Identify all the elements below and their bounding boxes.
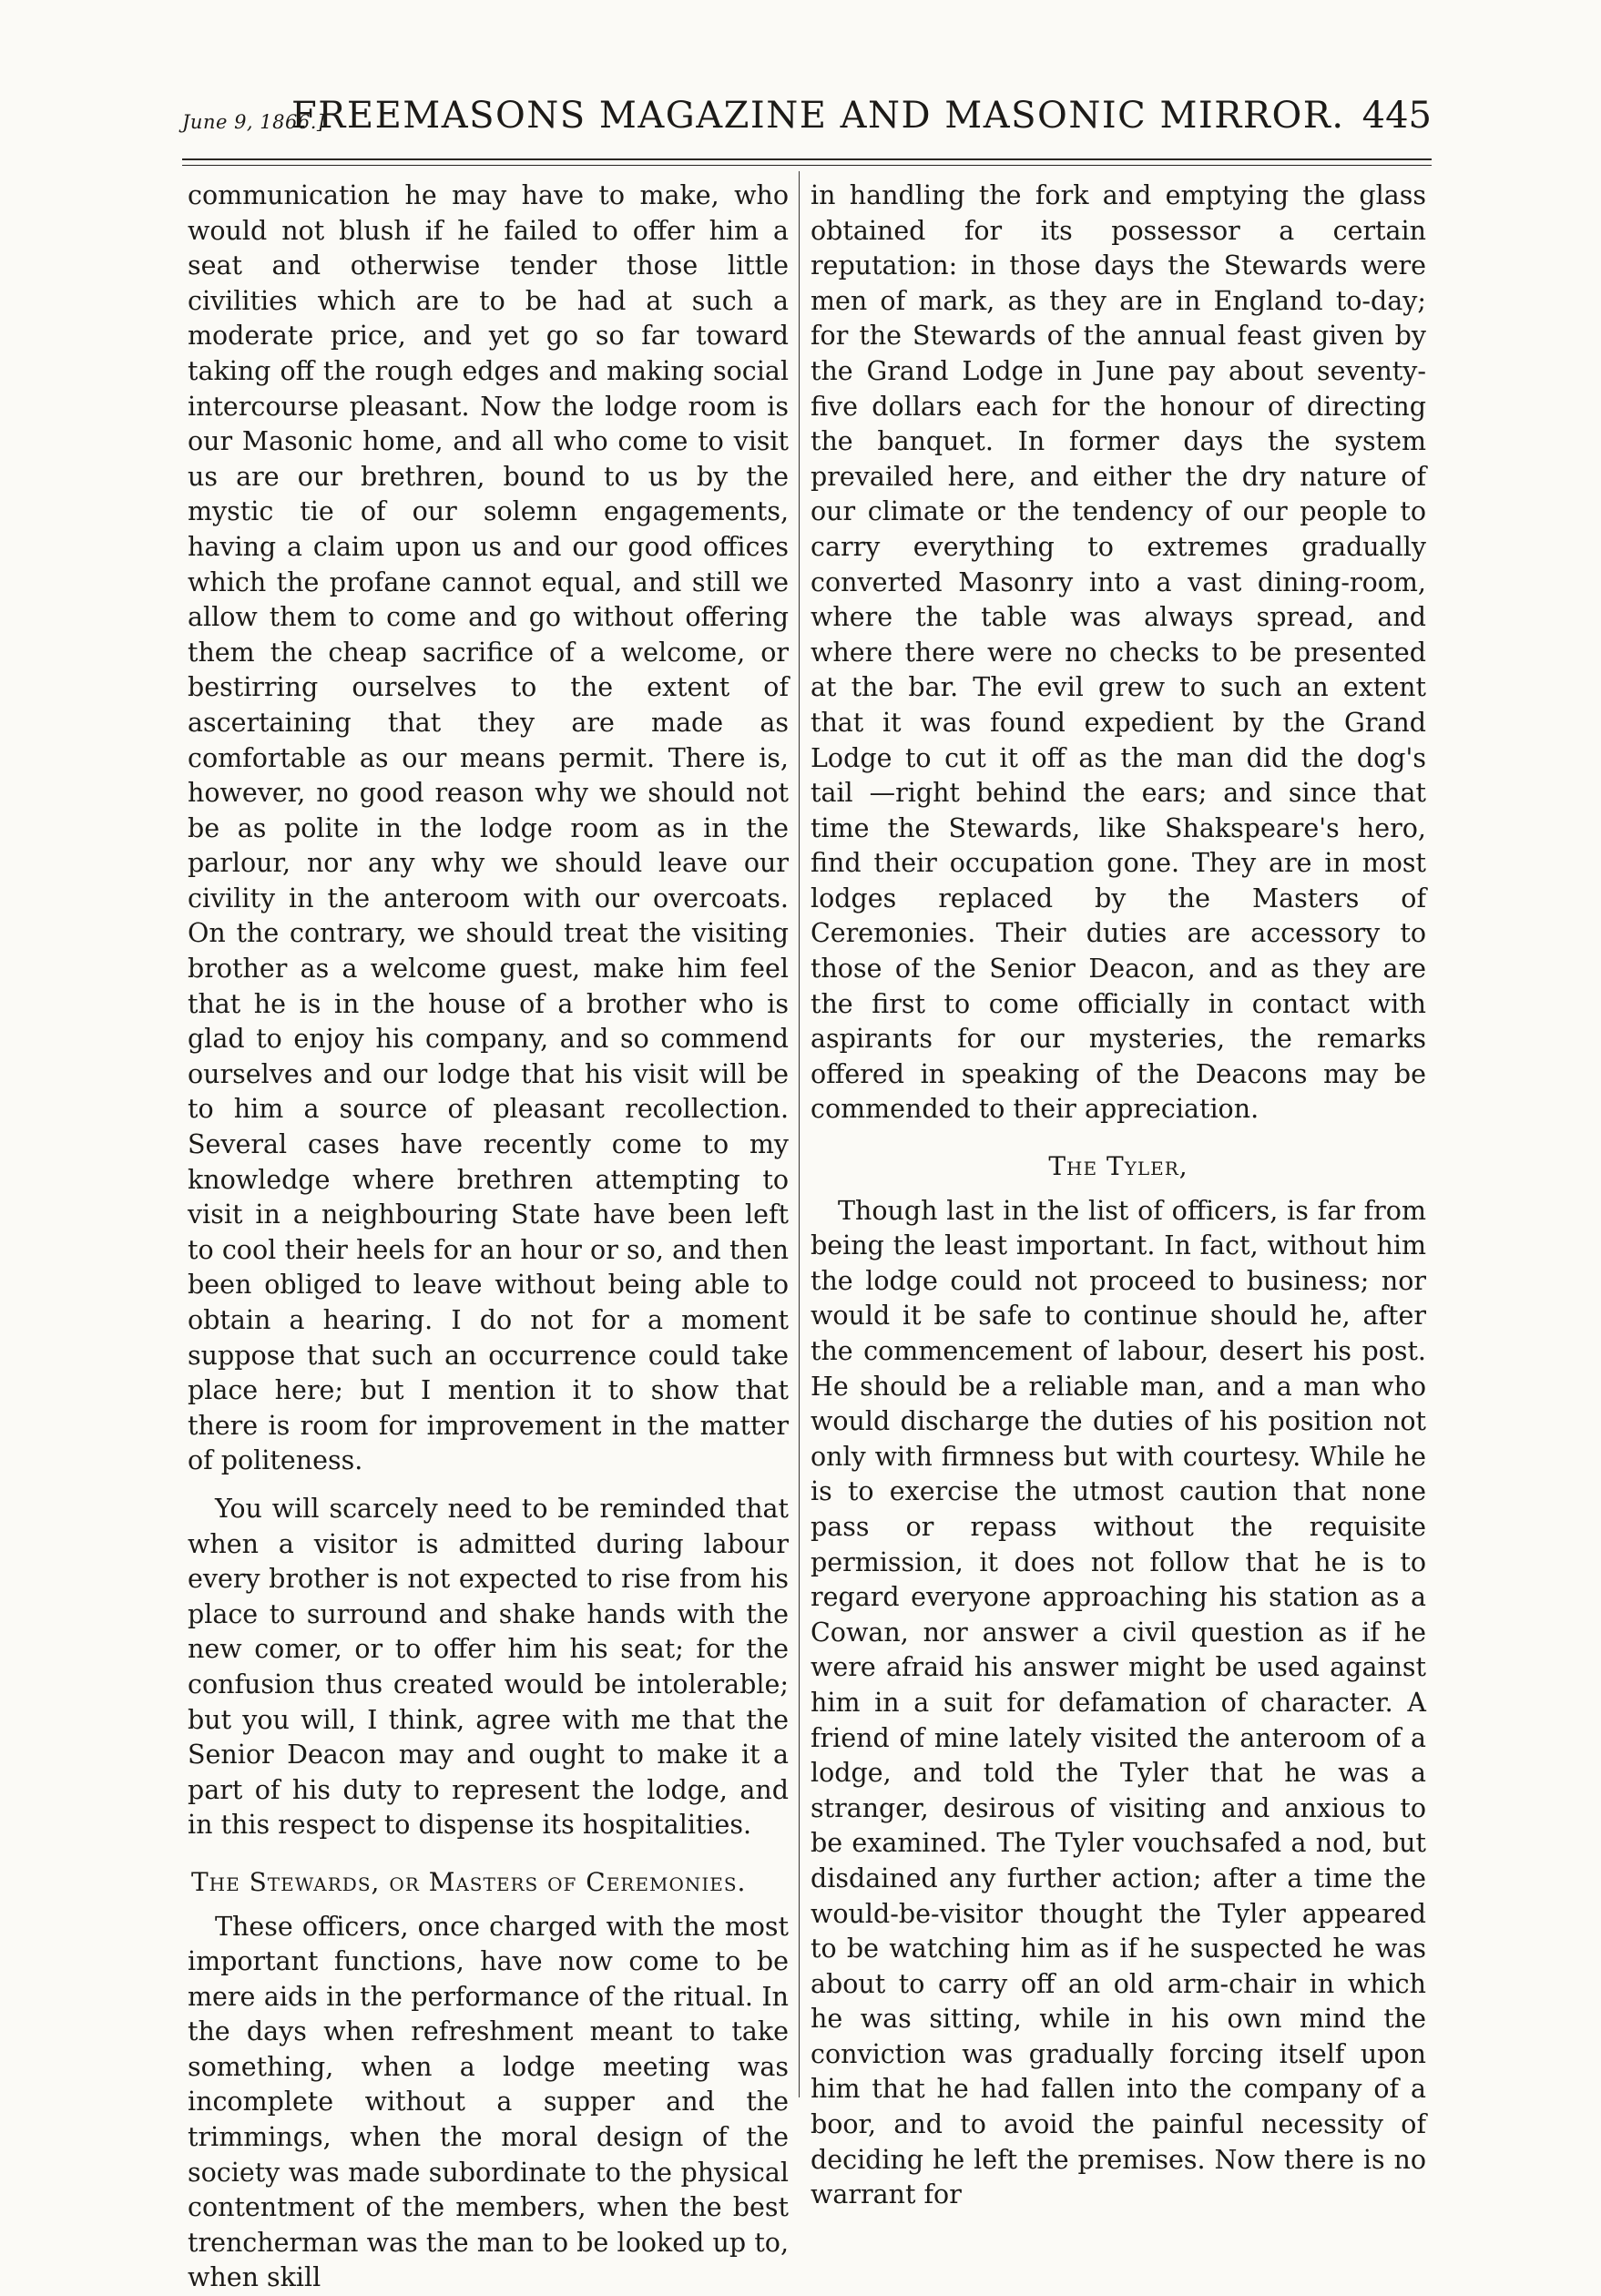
header-rule-thin bbox=[182, 165, 1432, 166]
left-paragraph-3: These officers, once charged with the most important functions, have now come to be mere aids in the performance of the ritual. In the days when refreshment meant to take something, when a lodge meeting was incomplete without a supper and the trimmings, when the moral design of the society was made subordinate to the physical contentment of the members, when the best trencherman was the man to be looked up to, when skill bbox=[188, 1910, 789, 2296]
right-paragraph-2: Though last in the list of officers, is far from being the least important. In fact, without him the lodge could not proceed to business; nor would it be safe to continue should he, after the commencement of labour, desert his post. He should be a reliable man, and a man who would discharge the duties of his position not only with firmness but with courtesy. While he is to exercise the utmost caution that none pass or repass without the requisite permission, it does not follow that he is to regard everyone approaching his station as a Cowan, nor answer a civil question as if he were afraid his answer might be used against him in a suit for defamation of character. A friend of mine lately visited the anteroom of a lodge, and told the Tyler that he was a stranger, desirous of visiting and anxious to be examined. The Tyler vouchsafed a nod, but disdained any further action; after a time the would-be-visitor thought the Tyler appeared to be watching him as if he suspected he was about to carry off an old arm-chair in which he was sitting, while in his own mind the conviction was gradually forcing itself upon him that he had fallen into the company of a boor, and to avoid the painful necessity of deciding he left the premises. Now there is no warrant for bbox=[811, 1194, 1426, 2213]
right-column bbox=[811, 179, 1426, 2100]
left-column bbox=[188, 179, 789, 2100]
header-rule-thick bbox=[182, 158, 1432, 160]
column-divider bbox=[799, 171, 800, 2097]
page-number: 445 bbox=[1362, 95, 1432, 137]
page-header bbox=[182, 95, 1432, 149]
left-paragraph-1: communication he may have to make, who would not blush if he failed to offer him a seat and otherwise tender those little civilities which are to be had at such a moderate price, and yet go so far toward taking off the rough edges and making social intercourse pleasant. Now the lodge room is our Masonic home, and all who come to visit us are our brethren, bound to us by the mystic tie of our solemn engagements, having a claim upon us and our good offices which the profane cannot equal, and still we allow them to come and go without offering them the cheap sacrifice of a welcome, or bestirring ourselves to the extent of ascertaining that they are made as comfortable as our means permit. There is, however, no good reason why we should not be as polite in the lodge room as in the parlour, nor any why we should leave our civility in the anteroom with our overcoats. On the contrary, we should treat the visiting brother as a welcome guest, make him feel that he is in the house of a brother who is glad to enjoy his company, and so commend ourselves and our lodge that his visit will be to him a source of pleasant recollection. Several cases have recently come to my knowledge where brethren attempting to visit in a neighbouring State have been left to cool their heels for an hour or so, and then been obliged to leave without being able to obtain a hearing. I do not for a moment suppose that such an occurrence could take place here; but I mention it to show that there is room for improvement in the matter of politeness. bbox=[188, 179, 789, 1479]
section-heading-tyler: The Tyler, bbox=[811, 1149, 1426, 1185]
publication-title: FREEMASONS MAGAZINE AND MASONIC MIRROR. bbox=[291, 95, 1341, 137]
left-paragraph-2: You will scarcely need to be reminded that when a visitor is admitted during labour every brother is not expected to rise from his place to surround and shake hands with the new comer, or to offer him his seat; for the confusion thus created would be intolerable; but you will, I think, agree with me that the Senior Deacon may and ought to make it a part of his duty to represent the lodge, and in this respect to dispense its hospitalities. bbox=[188, 1492, 789, 1843]
right-paragraph-1: in handling the fork and emptying the glass obtained for its possessor a certain reputation: in those days the Stewards were men of mark, as they are in England to-day; for the Stewards of the annual feast given by the Grand Lodge in June pay about seventy-five dollars each for the honour of directing the banquet. In former days the system prevailed here, and either the dry nature of our climate or the tendency of our people to carry everything to extremes gradually converted Masonry into a vast dining-room, where the table was always spread, and where there were no checks to be presented at the bar. The evil grew to such an extent that it was found expedient by the Grand Lodge to cut it off as the man did the dog's tail —right behind the ears; and since that time the Stewards, like Shakspeare's hero, find their occupation gone. They are in most lodges replaced by the Masters of Ceremonies. Their duties are accessory to those of the Senior Deacon, and as they are the first to come officially in contact with aspirants for our mysteries, the remarks offered in speaking of the Deacons may be commended to their appreciation. bbox=[811, 179, 1426, 1128]
issue-date: June 9, 1866.] bbox=[182, 111, 325, 133]
section-heading-stewards: The Stewards, or Masters of Ceremonies. bbox=[188, 1865, 789, 1901]
